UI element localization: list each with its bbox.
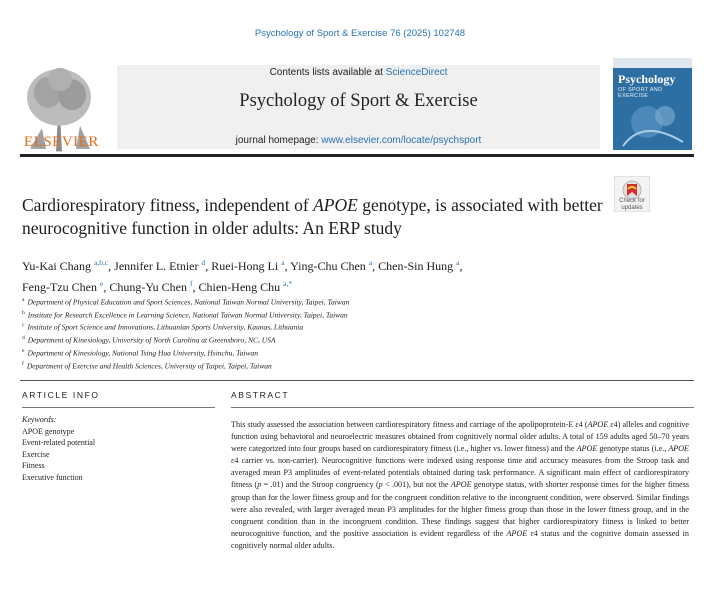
homepage-prefix: journal homepage: xyxy=(235,135,322,146)
affiliation-item xyxy=(22,320,582,333)
affiliation-item xyxy=(22,333,582,346)
homepage-link[interactable]: www.elsevier.com/locate/psychsport xyxy=(321,135,482,146)
affiliation-mark: c xyxy=(22,322,25,329)
journal-title: Psychology of Sport & Exercise xyxy=(239,91,478,111)
article-info-heading: ARTICLE INFO xyxy=(22,390,100,400)
affiliation-mark: d xyxy=(22,335,25,342)
affiliation-text: Institute for Research Excellence in Learning Science, National Taiwan Normal University, Taipei, Taiwan xyxy=(27,310,348,320)
article-info-rule xyxy=(22,407,215,408)
abstract-heading: ABSTRACT xyxy=(231,390,290,400)
crossmark-line2: updates xyxy=(621,205,643,211)
keywords-block xyxy=(22,414,95,483)
title-part2: genotype, is associated with better neurocognitive function in older adults: An ERP study xyxy=(22,195,603,238)
journal-citation[interactable]: Psychology of Sport & Exercise 76 (2025) 102748 xyxy=(254,28,466,39)
author-affiliation-mark[interactable]: a xyxy=(281,258,285,267)
abstract-body xyxy=(231,419,689,552)
keyword-item: Event-related potential xyxy=(22,438,96,447)
author-affiliation-mark[interactable]: e xyxy=(99,279,104,288)
title-part1: Cardiorespiratory fitness, independent of xyxy=(22,195,314,215)
affiliation-text: Institute of Sport Science and Innovations, Lithuanian Sports University, Kaunas, Lithuania xyxy=(27,322,304,332)
journal-banner xyxy=(117,65,600,149)
author-affiliation-mark[interactable]: a xyxy=(368,258,373,267)
title-italic: APOE xyxy=(313,195,358,215)
author-name[interactable]: Feng-Tzu Chen xyxy=(22,280,97,294)
cover-subtitle: OF SPORT AND EXERCISE xyxy=(618,87,663,99)
keyword-list xyxy=(22,426,95,484)
affiliation-text: Department of Physical Education and Sport Sciences, National Taiwan Normal University, Taipei, Taiwan xyxy=(27,297,350,307)
keyword-item: Executive function xyxy=(22,472,83,482)
publisher-wordmark: ELSEVIER xyxy=(24,134,99,150)
author-name[interactable]: Ying-Chu Chen xyxy=(290,259,366,273)
abstract-rule xyxy=(231,407,694,408)
affiliation-item xyxy=(22,359,582,372)
affiliation-text: Department of Kinesiology, University of North Carolina at Greensboro, NC, USA xyxy=(27,335,276,345)
keyword-item: APOE genotype xyxy=(22,426,75,436)
author-name[interactable]: Chung-Yu Chen xyxy=(109,280,187,294)
sciencedirect-link[interactable]: ScienceDirect xyxy=(385,67,448,78)
keywords-heading: Keywords: xyxy=(22,415,57,424)
affiliation-text: Department of Kinesiology, National Tsing Hua University, Hsinchu, Taiwan xyxy=(27,348,258,358)
author-name[interactable]: Jennifer L. Etnier xyxy=(114,259,199,273)
author-affiliation-mark[interactable]: a xyxy=(456,258,460,267)
contents-availability xyxy=(117,67,600,78)
affiliation-mark: e xyxy=(22,347,25,354)
journal-homepage xyxy=(117,135,600,146)
abstract-text: This study assessed the association between cardiorespiratory fitness and carriage of the apolipoprotein-E ε4 (APOE ε4) alleles and cognitive function using behavioral and neuroelectric measures obtained from cognitively normal older adults. A total of 159 adults aged 50–70 years were categorized into four groups based on cardiorespiratory fitness (i.e., higher vs. lower fitness) and the APOE genotype status (i.e., APOE ε4 carrier vs. non-carrier). Neurocognitive functions were indexed using response time and accuracy measures from the Stroop task and averaged mean P3 amplitudes of event-related potentials obtained during task performance. A significant main effect of cardiorespiratory fitness (p = .01) and the Stroop congruency (p < .001), but not the APOE genotype status, with shorter response times for the higher fitness group than for the lower fitness group and for the congruent condition relative to the incongruent condition, were observed. Similar findings were also revealed, with larger averaged mean P3 amplitudes for the higher fitness group than those in the lower fitness group, and in the congruent condition than in the incongruent condition. These findings suggest that higher cardiorespiratory fitness is linked to better neurocognitive function, and the positive association is evident regardless of the APOE ε4 status and the cognitive domain assessed in cognitively normal older adults. xyxy=(231,420,690,550)
crossmark-label[interactable] xyxy=(608,198,656,212)
affiliation-text: Department of Exercise and Health Sciences, University of Taipei, Taipei, Taiwan xyxy=(26,361,272,371)
journal-cover-image[interactable] xyxy=(613,58,692,150)
crossmark-line1: Check for xyxy=(619,198,645,204)
contents-prefix: Contents lists available at xyxy=(269,67,386,78)
affiliation-list xyxy=(22,295,582,371)
affiliation-mark: f xyxy=(22,360,24,367)
keyword-item: Exercise xyxy=(22,449,50,459)
author-list: Yu-Kai Chang $^{a,b,c}$, Jennifer L. Etnier $^d$, Ruei-Hong Li $^a$, Ying-Chu Chen $^a$, Chen-Sin Hung $^a$, Feng-Tzu Chen $^e$, Chung-Yu Chen $^f$, Chien-Heng Chu $^{a,*}$ xyxy=(22,258,463,294)
section-divider xyxy=(20,380,694,381)
affiliation-mark: a xyxy=(22,297,25,303)
author-name[interactable]: Chien-Heng Chu xyxy=(198,280,281,294)
article-title xyxy=(22,194,612,240)
cover-title: Psychology xyxy=(618,72,676,86)
author-affiliation-mark[interactable]: a,b,c xyxy=(94,258,109,267)
author-affiliation-mark[interactable]: d xyxy=(201,258,206,267)
author-name[interactable]: Chen-Sin Hung xyxy=(378,259,454,273)
header-rule xyxy=(20,154,694,157)
affiliation-item xyxy=(22,346,582,359)
author-name[interactable]: Yu-Kai Chang xyxy=(22,259,91,273)
affiliation-mark: b xyxy=(22,309,25,316)
affiliation-item xyxy=(22,295,582,308)
author-name[interactable]: Ruei-Hong Li xyxy=(211,259,279,273)
author-affiliation-mark[interactable]: f xyxy=(190,279,193,288)
author-affiliation-mark[interactable]: a,* xyxy=(283,279,293,288)
affiliation-item xyxy=(22,308,582,321)
keyword-item: Fitness xyxy=(22,461,45,470)
